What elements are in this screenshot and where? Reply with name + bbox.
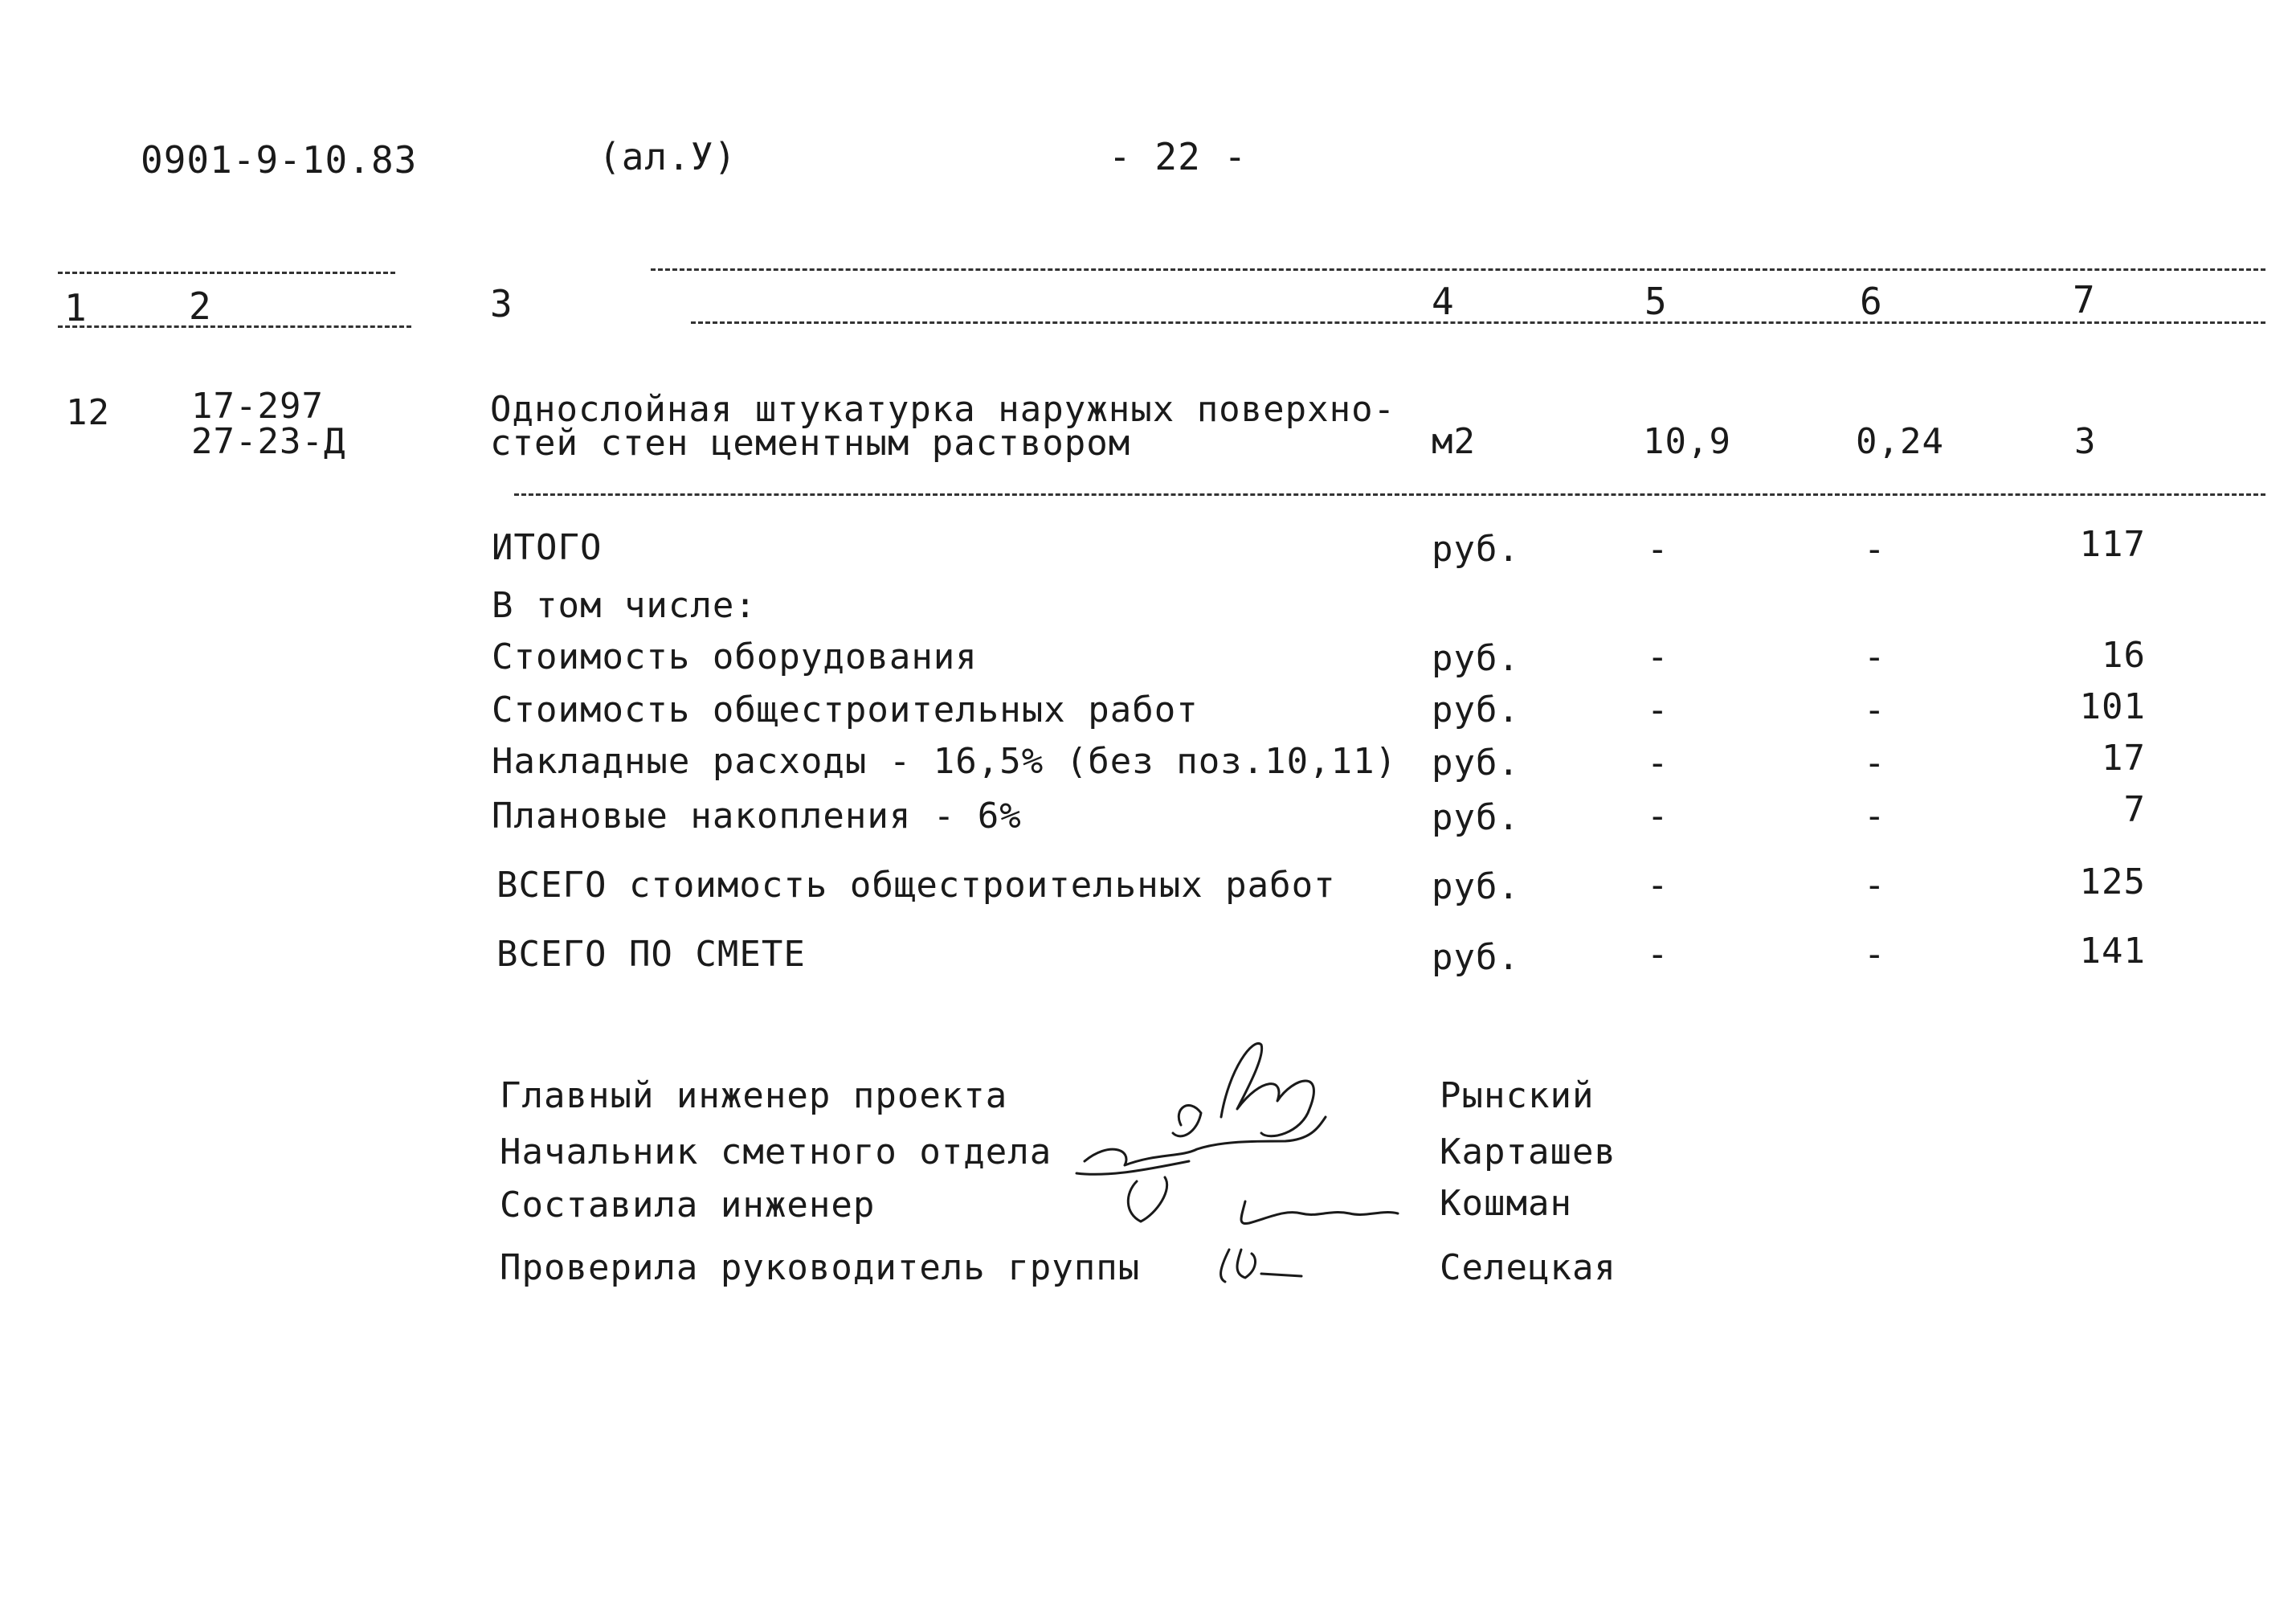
signature-name-estimate-head: Карташев — [1440, 1131, 1616, 1172]
col-header-4: 4 — [1432, 280, 1455, 323]
summary-label-construction: Стоимость общестроительных работ — [492, 689, 1199, 730]
summary-value-equipment: 16 — [2102, 635, 2146, 676]
summary-label-equipment: Стоимость оборудования — [492, 636, 978, 677]
summary-col5-grand-total: - — [1647, 934, 1669, 975]
summary-value-grand-total: 141 — [2079, 931, 2146, 972]
summary-col5-overhead: - — [1647, 743, 1669, 784]
col-header-1: 1 — [64, 286, 88, 329]
header-bottom-rule-right — [691, 321, 2265, 324]
item-total: 3 — [2074, 421, 2097, 462]
item-description-line2: стей стен цементным раствором — [490, 423, 1131, 464]
summary-col6-planned: - — [1864, 796, 1886, 837]
col-header-2: 2 — [189, 284, 212, 328]
signature-compiler — [1128, 1177, 1166, 1221]
signature-name-checker: Селецкая — [1440, 1247, 1616, 1288]
summary-col6-overhead: - — [1864, 743, 1886, 784]
signature-role-compiler: Составила инженер — [500, 1185, 876, 1226]
col-header-5: 5 — [1644, 280, 1668, 323]
summary-col6-grand-total: - — [1864, 934, 1886, 975]
signature-role-chief-engineer: Главный инженер проекта — [500, 1075, 1008, 1116]
header-top-rule-left — [58, 272, 395, 274]
summary-col5-total-construction: - — [1647, 865, 1669, 906]
summary-col6-construction: - — [1864, 689, 1886, 730]
summary-col5-planned: - — [1647, 796, 1669, 837]
summary-col5-equipment: - — [1647, 636, 1669, 677]
summary-col6-total: - — [1864, 529, 1886, 570]
signature-estimate-head — [1085, 1117, 1326, 1165]
summary-label-including: В том числе: — [492, 585, 757, 626]
item-code-line2: 27-23-Д — [191, 421, 346, 462]
item-bottom-rule — [514, 493, 2265, 496]
signature-role-checker: Проверила руководитель группы — [500, 1247, 1141, 1288]
summary-col6-equipment: - — [1864, 636, 1886, 677]
summary-label-total-construction: ВСЕГО стоимость общестроительных работ — [496, 865, 1336, 906]
item-code-line1: 17-297 — [191, 386, 324, 427]
summary-col5-construction: - — [1647, 689, 1669, 730]
signature-checker — [1221, 1250, 1301, 1282]
summary-unit-total: руб. — [1432, 529, 1520, 570]
summary-label-overhead: Накладные расходы - 16,5% (без поз.10,11) — [492, 741, 1398, 782]
signature-name-chief-engineer: Рынский — [1440, 1075, 1595, 1116]
signature-chief-engineer — [1221, 1043, 1313, 1135]
doc-number: 0901-9-10.83 — [141, 138, 418, 182]
signature-role-estimate-head: Начальник сметного отдела — [500, 1131, 1052, 1172]
signature-name-compiler: Кошман — [1440, 1183, 1572, 1224]
summary-unit-equipment: руб. — [1432, 638, 1520, 679]
summary-value-total-construction: 125 — [2079, 861, 2146, 902]
col-header-3: 3 — [490, 282, 513, 325]
summary-label-grand-total: ВСЕГО ПО СМЕТЕ — [496, 934, 806, 975]
summary-unit-planned: руб. — [1432, 797, 1520, 838]
summary-value-total: 117 — [2079, 524, 2146, 565]
summary-col5-total: - — [1647, 529, 1669, 570]
header-top-rule-right — [651, 268, 2265, 271]
item-description-line1: Однослойная штукатурка наружных поверхно- — [490, 389, 1396, 430]
summary-col6-total-construction: - — [1864, 865, 1886, 906]
sheet-ref: (ал.У) — [599, 135, 737, 178]
summary-label-total: ИТОГО — [492, 527, 603, 568]
summary-unit-grand-total: руб. — [1432, 937, 1520, 978]
page-number: - 22 - — [1109, 135, 1248, 178]
item-position: 12 — [66, 392, 110, 433]
handwritten-signatures — [1060, 1021, 1430, 1310]
summary-label-planned: Плановые накопления - 6% — [492, 796, 1022, 837]
summary-unit-total-construction: руб. — [1432, 866, 1520, 907]
summary-value-construction: 101 — [2079, 686, 2146, 727]
header-bottom-rule-left — [58, 325, 411, 328]
summary-unit-construction: руб. — [1432, 689, 1520, 730]
item-unit: м2 — [1432, 421, 1476, 462]
item-quantity: 10,9 — [1643, 421, 1731, 462]
item-unit-cost: 0,24 — [1856, 421, 1944, 462]
summary-value-overhead: 17 — [2102, 738, 2146, 779]
summary-unit-overhead: руб. — [1432, 743, 1520, 784]
summary-value-planned: 7 — [2123, 789, 2146, 830]
col-header-6: 6 — [1860, 280, 1883, 323]
col-header-7: 7 — [2073, 278, 2096, 321]
